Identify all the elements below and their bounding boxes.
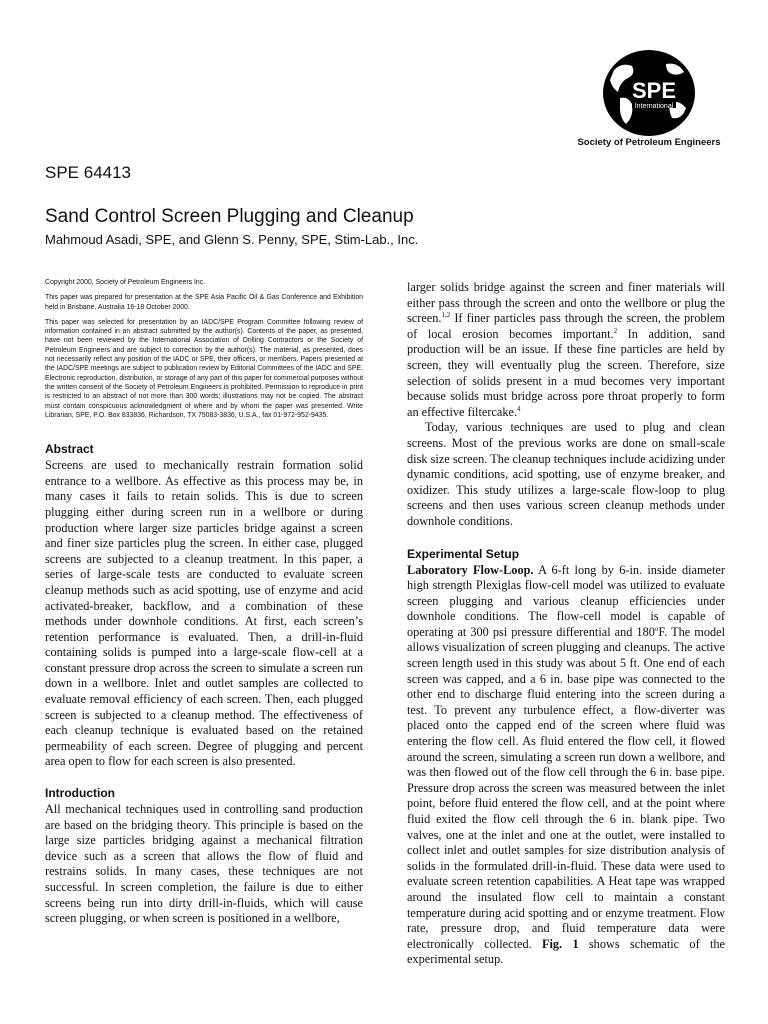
experimental-heading: Experimental Setup xyxy=(407,546,520,561)
abstract-text: Screens are used to mechanically restrain formation solid entrance to a wellbore. As effective as this process may be, in many cases it fails to retain solids. This is due to screen plugging either during screen run in a wellbore or during production where larger size particles bridge against a screen and finer size particles plug the screen. In either case, plugged screens are subjected to a cleanup treatment. In this paper, a series of large-scale tests are conducted to evaluate screen cleanup methods such as acid spotting, use of enzyme and acid activated-breaker, backflow, and a combination of these methods under downhole conditions. At first, each screen’s retention performance is evaluated. Then, a drill-in-fluid containing solids is pumped into a large-scale flow-cell at a constant pressure drop across the screen to simulate a screen run down in a wellbore. Inlet and outlet samples are collected to evaluate removal efficiency of each screen. Then, each plugged screen is subjected to a cleanup method. The effectiveness of each cleanup technique is evaluated based on the retained permeability of each screen. Degree of plugging and percent area open to flow for each screen is also presented. xyxy=(45,458,363,769)
abstract-heading: Abstract xyxy=(45,442,94,457)
experimental-text-c: shows schematic of the experimental setup. xyxy=(407,936,725,967)
intro-text-b: If finer particles pass through the screen, the problem of local erosion becomes important. xyxy=(407,311,725,341)
globe-icon xyxy=(574,48,724,138)
reference-2: 2 xyxy=(613,326,618,335)
logo-sub: International xyxy=(634,103,674,110)
introduction-paragraph-2: Today, various techniques are used to plug and clean screens. Most of the previous works are done on small-scale disk size screen. The cleanup techniques include acidizing under dynamic conditions, acid spotting, use of enzyme breaker, and oxidizer. This study utilizes a large-scale flow-loop to plug screens and then uses various screen cleanup methods under downhole conditions. xyxy=(407,420,725,528)
spe-logo xyxy=(574,48,724,156)
copyright-notice: Copyright 2000, Society of Petroleum Engineers Inc. xyxy=(45,279,206,286)
paper-number: SPE 64413 xyxy=(45,163,132,182)
introduction-paragraph: All mechanical techniques used in controlling sand production are based on the bridging theory. This principle is based on the large size particles bridging against a mechanical filtration device such as a screen that allows the flow of fluid and restrains solids. In many cases, these techniques are not successful. In screen completion, the failure is due to either screens being run into dirty drill-in-fluids, which will cause screen plugging, or when screen is positioned in a wellbore, xyxy=(45,802,363,926)
presentation-notice: This paper was prepared for presentation at the SPE Asia Pacific Oil & Gas Conference and Exhibition held in Brisbane, Australia 16-18 October 2000. xyxy=(45,294,363,311)
paper-title: Sand Control Screen Plugging and Cleanup xyxy=(45,206,414,227)
author-line: Mahmoud Asadi, SPE, and Glenn S. Penny, SPE, Stim-Lab., Inc. xyxy=(45,232,419,247)
figure-1-reference[interactable]: Fig. 1 xyxy=(541,936,579,951)
reference-1-2: 1,2 xyxy=(441,311,451,320)
experimental-paragraph xyxy=(407,563,725,968)
flow-loop-subheading: Laboratory Flow-Loop. xyxy=(407,562,534,577)
reference-4: 4 xyxy=(517,404,521,413)
left-column xyxy=(45,278,363,927)
introduction-heading: Introduction xyxy=(45,786,115,801)
intro-text-c: In addition, sand production will be an issue. If these fine particles are held by screen, they will eventually plug the screen. Therefore, size selection of solids present in a mud becomes very important because solids must bridge across pore throat properly to form an effective filtercake. xyxy=(407,326,726,419)
logo-caption: Society of Petroleum Engineers xyxy=(577,137,721,148)
selection-notice: This paper was selected for presentation by an IADC/SPE Program Committee following review of information contained in an abstract submitted by the author(s). Contents of the paper, as presented, have not been reviewed by the International Association of Drilling Contractors or the Society of Petroleum Engineers and are subject to correction by the author(s). The material, as presented, does not necessarily reflect any position of the IADC or SPE, their officers, or members. Papers presented at the IADC/SPE meetings are subject to publication review by Editorial Committees of the IADC and SPE. Electronic reproduction, distribution, or storage of any part of this paper for commercial purposes without the written consent of the Society of Petroleum Engineers is prohibited. Permission to reproduce in print is restricted to an abstract of not more than 300 words; illustrations may not be copied. The abstract must contain conspicuous acknowledgment of where and by whom the paper was presented. Write Librarian, SPE, P.O. Box 833836, Richardson, TX 75083-3836, U.S.A., fax 01-972-952-9435. xyxy=(45,318,363,419)
degree-mark: o xyxy=(654,624,659,633)
right-column xyxy=(407,280,725,968)
experimental-text-a: A 6-ft long by 6-in. inside diameter high strength Plexiglas flow-cell model was utilized to evaluate screen plugging and various cleanup efficiencies under downhole conditions. The flow-cell model is capable of operating at 300 psi pressure differential and 180 xyxy=(407,562,725,639)
intro-text-a: larger solids bridge against the screen and finer materials will either pass through the screen and onto the wellbore or plug the screen. xyxy=(407,280,725,326)
experimental-text-b: F. The model allows visualization of screen plugging and cleanups. The active screen length used in this study was about 5 ft. One end of each screen was capped, and a 6 in. base pipe was connected to the other end to discharge fluid entering into the screen during a test. To prevent any turbulence effect, a flow-diverter was placed onto the capped end of the screen where fluid was entering the flow cell. As fluid entered the flow cell, it flowed around the screen, simulating a screen run down a wellbore, and was then flowed out of the flow cell through the 6 in. base pipe. Pressure drop across the screen was measured between the inlet point, before fluid entered the flow cell, and at the point where fluid exited the flow cell through the 6 in. blank pipe. Two valves, one at the inlet and one at the outlet, were installed to collect inlet and outlet samples for size distribution analysis of solids in the formulated drill-in-fluid. These data were used to evaluate screen retention capabilities. A Heat tape was wrapped around the insulated flow cell to maintain a constant temperature during acid spotting and or enzyme treatment. Flow rate, pressure drop, and fluid temperature data were electronically collected. xyxy=(407,624,725,951)
introduction-continued xyxy=(407,280,725,420)
logo-abbr: SPE xyxy=(631,78,677,103)
